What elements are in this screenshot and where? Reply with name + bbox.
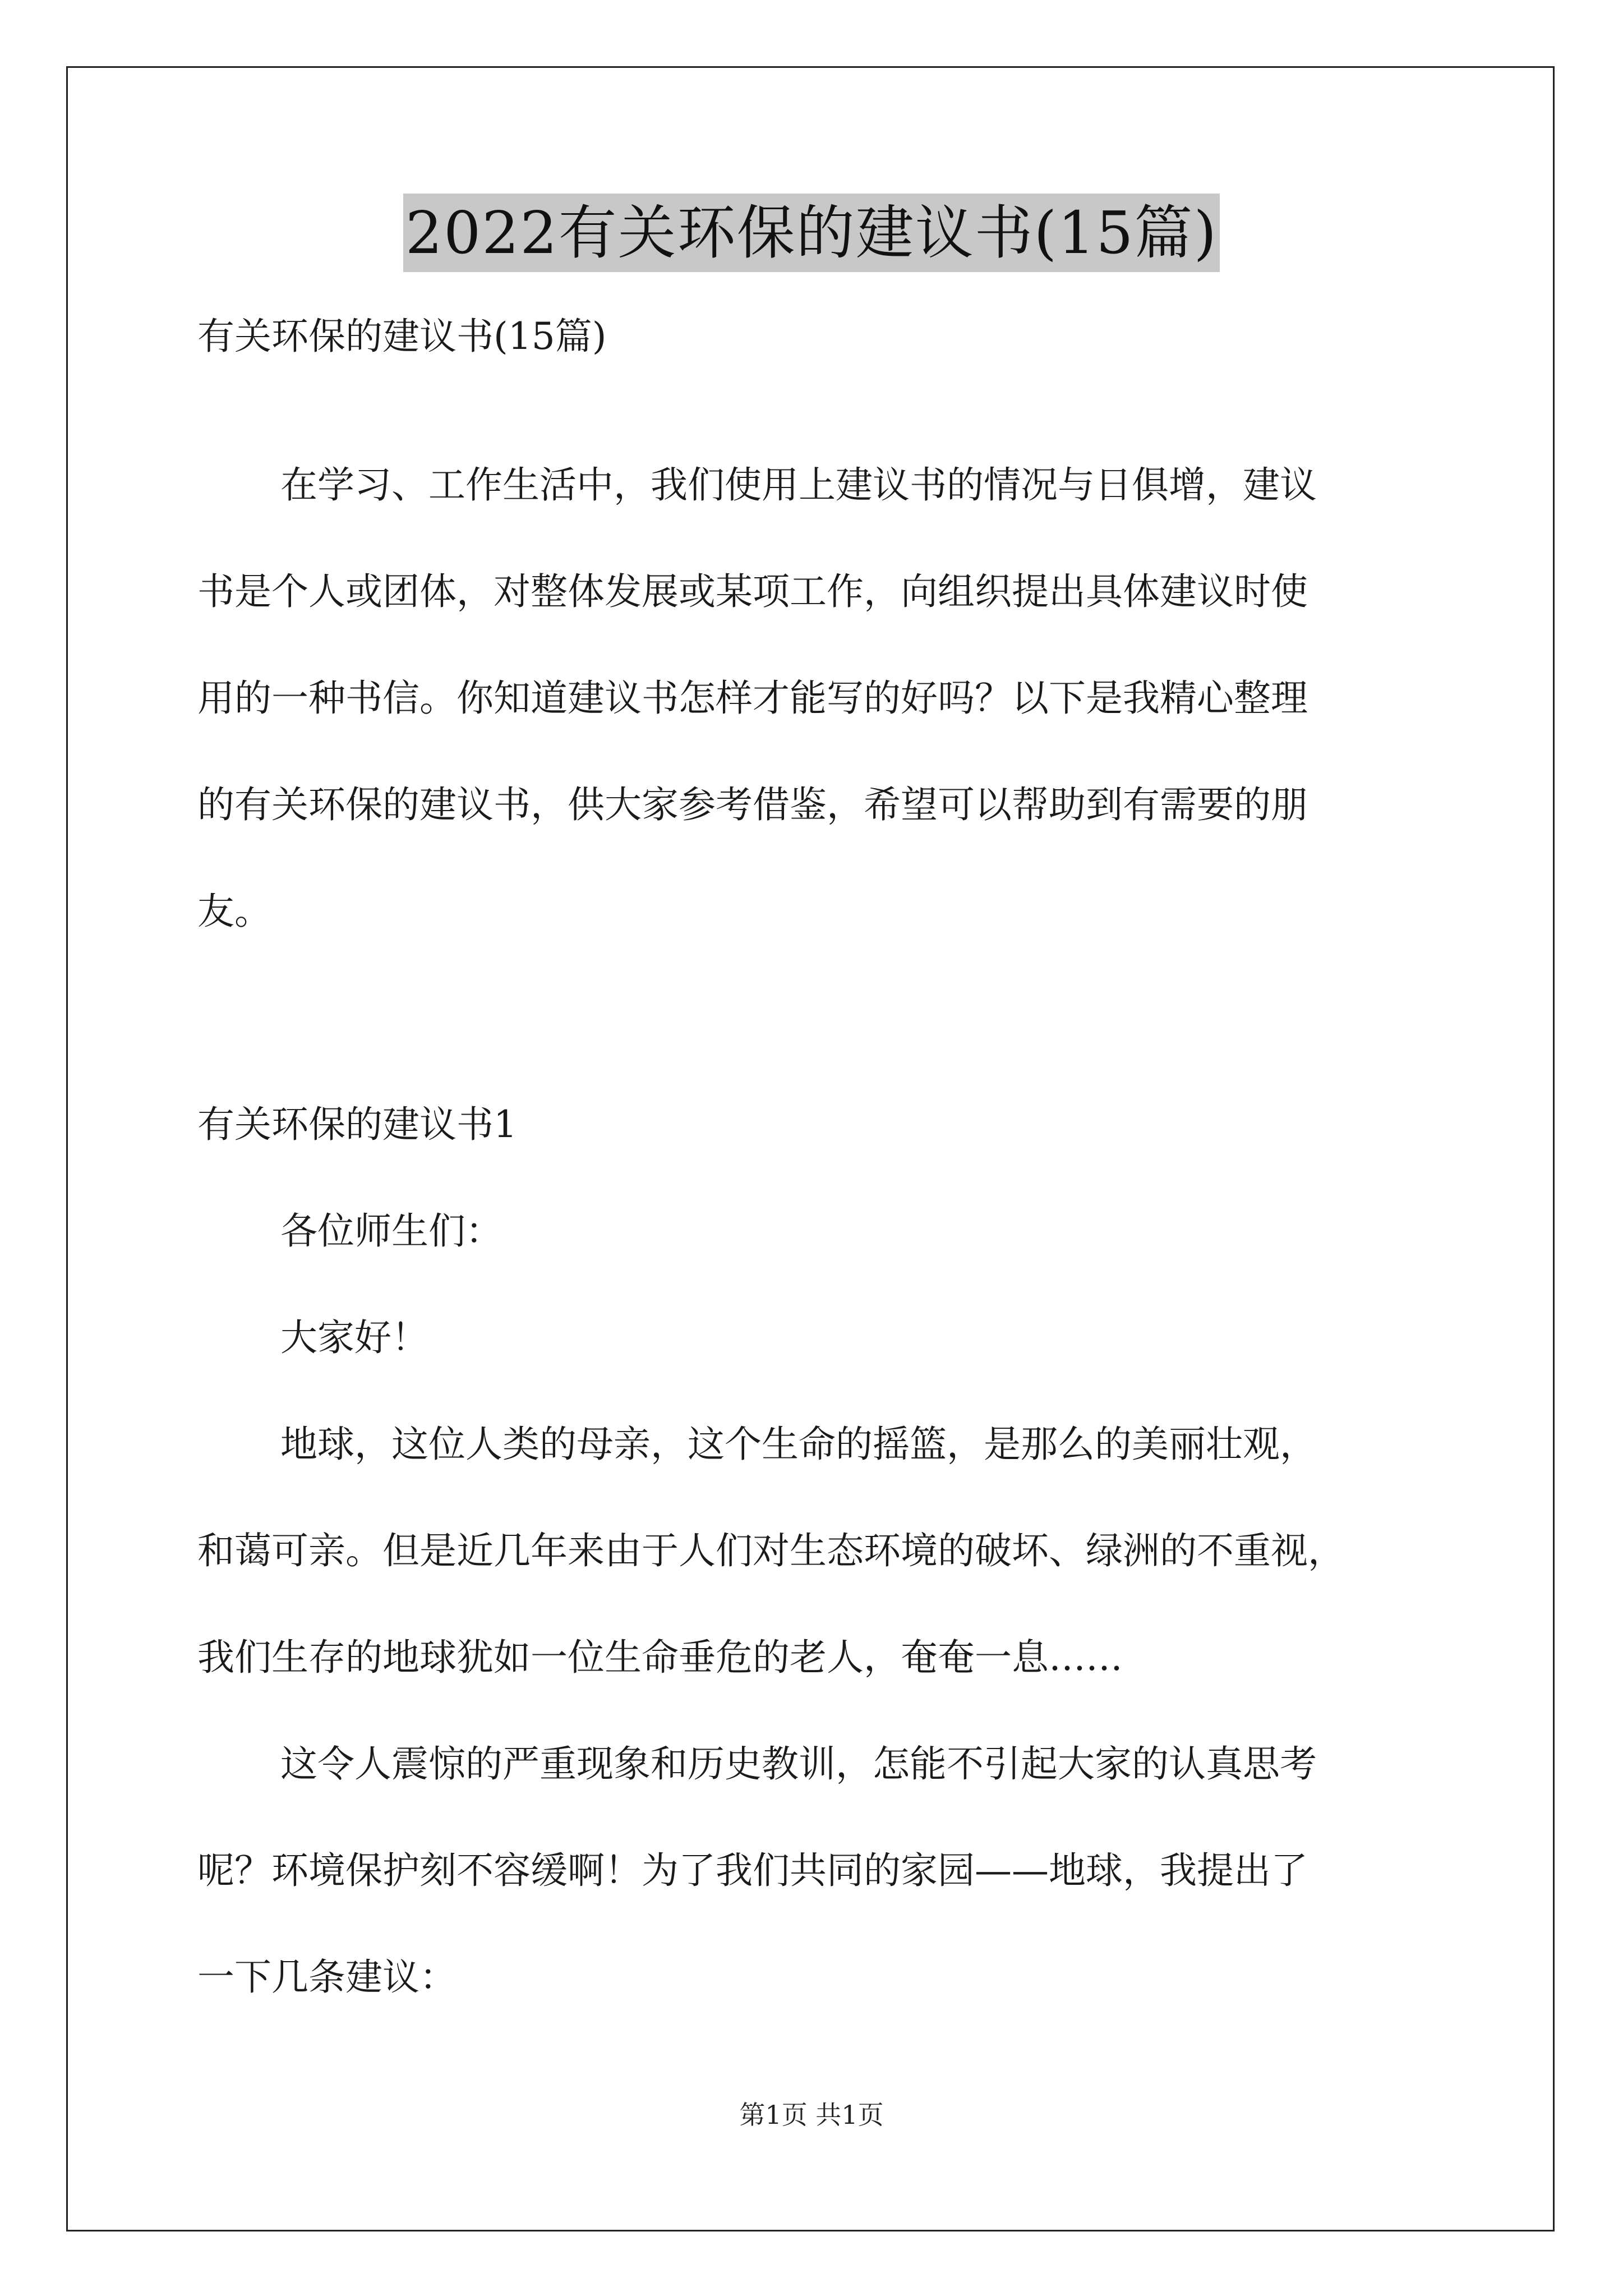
intro-line-5: 友。 [197,890,271,933]
document-title: 2022有关环保的建议书(15篇) [403,194,1220,272]
intro-line-4: 的有关环保的建议书，供大家参考借鉴，希望可以帮助到有需要的朋 [197,783,1308,826]
title-container [0,194,1623,272]
body-line-2: 和蔼可亲。但是近几年来由于人们对生态环境的破坏、绿洲的不重视， [197,1529,1345,1572]
body-line-1: 地球，这位人类的母亲，这个生命的摇篮，是那么的美丽壮观， [280,1423,1317,1466]
page-footer: 第1页 共1页 [739,2100,884,2130]
salutation-line: 各位师生们： [280,1209,502,1253]
page-border [66,66,1555,2231]
body-line-4: 这令人震惊的严重现象和历史教训，怎能不引起大家的认真思考 [280,1742,1317,1786]
intro-line-3: 用的一种书信。你知道建议书怎样才能写的好吗？以下是我精心整理 [197,677,1308,720]
subtitle-line: 有关环保的建议书(15篇) [197,315,607,358]
section-heading-1: 有关环保的建议书1 [197,1103,517,1146]
body-line-6: 一下几条建议： [197,1955,457,1999]
body-line-3: 我们生存的地球犹如一位生命垂危的老人，奄奄一息…… [197,1636,1123,1679]
intro-line-1: 在学习、工作生活中，我们使用上建议书的情况与日俱增，建议 [280,463,1317,507]
greeting-line: 大家好！ [280,1316,428,1359]
body-line-5: 呢？环境保护刻不容缓啊！为了我们共同的家园——地球，我提出了 [197,1849,1308,1892]
intro-line-2: 书是个人或团体，对整体发展或某项工作，向组织提出具体建议时使 [197,570,1308,613]
